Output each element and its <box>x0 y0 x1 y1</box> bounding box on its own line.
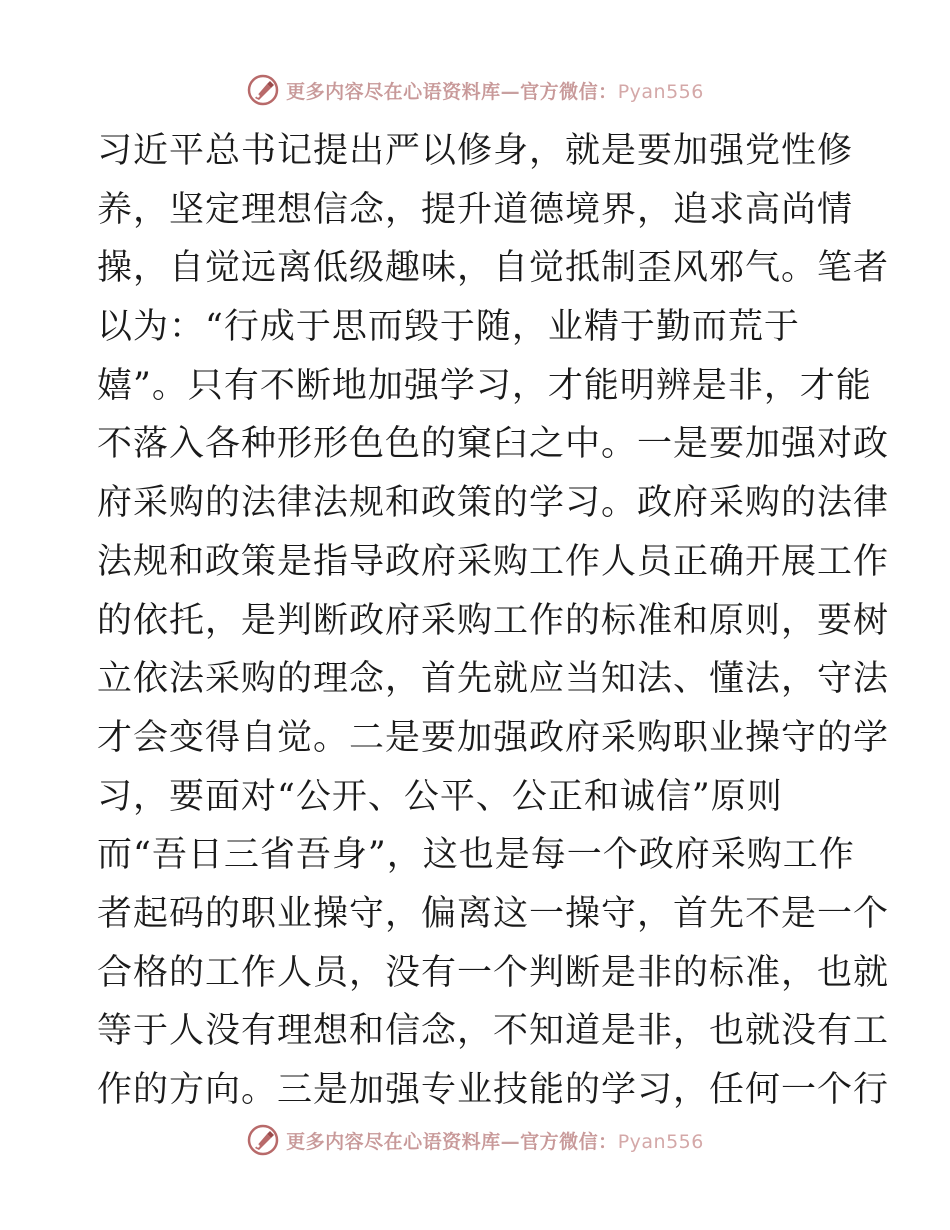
text-line: 习近平总书记提出严以修身，就是要加强党性修 <box>97 131 854 171</box>
watermark-wechat-id: Pyan556 <box>617 80 704 103</box>
watermark-wechat-label: 官方微信： <box>520 1130 618 1153</box>
text-line: 法规和政策是指导政府采购工作人员正确开展工作 <box>97 541 890 582</box>
text-line: 府采购的法律法规和政策的学习。政府采购的法律 <box>97 483 890 524</box>
document-body <box>97 122 890 1120</box>
watermark-text <box>286 77 704 104</box>
watermark-separator: — <box>500 80 521 103</box>
text-line: 作的方向。三是加强专业技能的学习，任何一个行 <box>97 1070 890 1110</box>
text-line: 者起码的职业操守，偏离这一操守，首先不是一个 <box>97 893 890 934</box>
text-line: 操，自觉远离低级趣味，自觉抵制歪风邪气。笔者 <box>97 248 890 289</box>
text-line: 养，坚定理想信念，提升道德境界，追求高尚情 <box>97 189 854 230</box>
text-line: 而“吾日三省吾身”，这也是每一个政府采购工作 <box>97 835 855 876</box>
watermark-wechat-label: 官方微信： <box>520 80 618 103</box>
watermark-site-text: 更多内容尽在心语资料库 <box>286 1130 501 1153</box>
text-line: 习，要面对“公开、公平、公正和诚信”原则 <box>97 776 783 817</box>
text-line: 嬉”。只有不断地加强学习，才能明辨是非，才能 <box>97 365 872 406</box>
text-line: 以为：“行成于思而毁于随，业精于勤而荒于 <box>97 307 800 348</box>
pen-nib-logo-icon <box>246 73 280 107</box>
text-line: 不落入各种形形色色的窠臼之中。一是要加强对政 <box>97 424 890 465</box>
header-watermark <box>0 70 950 110</box>
text-line: 等于人没有理想和信念，不知道是非，也就没有工 <box>97 1011 890 1052</box>
footer-watermark <box>0 1120 950 1160</box>
watermark-site-text: 更多内容尽在心语资料库 <box>286 80 501 103</box>
text-line: 才会变得自觉。二是要加强政府采购职业操守的学 <box>97 717 890 758</box>
text-line: 的依托，是判断政府采购工作的标准和原则，要树 <box>97 600 890 641</box>
watermark-wechat-id: Pyan556 <box>617 1130 704 1153</box>
watermark-separator: — <box>500 1130 521 1153</box>
text-line: 立依法采购的理念，首先就应当知法、懂法，守法 <box>97 659 890 700</box>
watermark-text <box>286 1127 704 1154</box>
text-line: 合格的工作人员，没有一个判断是非的标准，也就 <box>97 952 890 993</box>
pen-nib-logo-icon <box>246 1123 280 1157</box>
